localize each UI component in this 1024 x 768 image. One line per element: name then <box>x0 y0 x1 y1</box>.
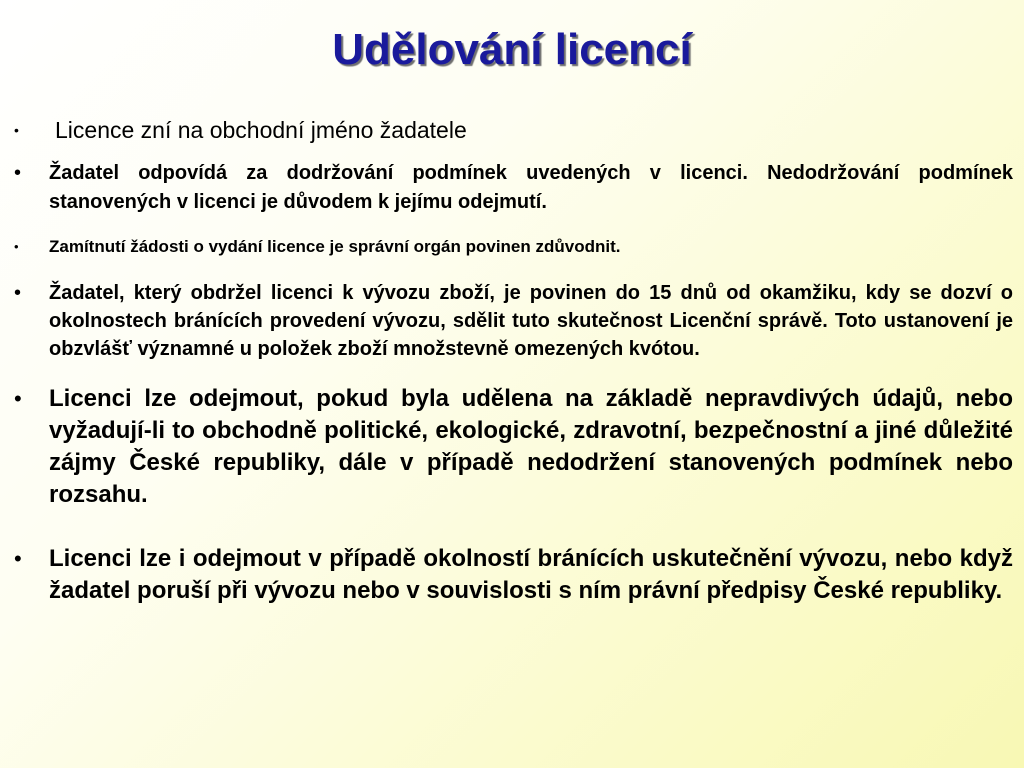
bullet-item <box>14 383 1013 511</box>
bullet-dot-icon: • <box>14 546 22 571</box>
bullet-list <box>14 113 1013 607</box>
bullet-text: Žadatel odpovídá za dodržování podmínek uvedených v licenci. Nedodržování podmínek stanovených v licenci je důvodem k jejímu odejmutí. <box>49 162 1013 213</box>
bullet-dot-icon: • <box>14 239 19 254</box>
bullet-dot-icon: • <box>14 122 19 138</box>
slide-title: Udělování licencí <box>332 25 692 74</box>
bullet-item <box>14 543 1013 607</box>
bullet-item <box>14 159 1013 217</box>
bullet-item <box>14 113 1013 147</box>
bullet-text: Zamítnutí žádosti o vydání licence je správní orgán povinen zdůvodnit. <box>49 237 621 256</box>
bullet-dot-icon: • <box>14 282 22 304</box>
bullet-text: Žadatel, který obdržel licenci k vývozu zboží, je povinen do 15 dnů od okamžiku, kdy se dozví o okolnostech bránících provedení vývozu, sdělit tuto skutečnost Licenční správě. Toto ustanovení je obzvlášť významné u položek zboží množstevně omezených kvótou. <box>49 282 1013 360</box>
bullet-text: Licenci lze i odejmout v případě okolností bránících uskutečnění vývozu, nebo když žadatel poruší při vývozu nebo v souvislosti s ním právní předpisy České republiky. <box>49 545 1013 604</box>
bullet-item <box>14 234 1013 260</box>
bullet-item <box>14 279 1013 363</box>
bullet-dot-icon: • <box>14 386 22 411</box>
bullet-text: Licenci lze odejmout, pokud byla udělena na základě nepravdivých údajů, nebo vyžadují-li to obchodně politické, ekologické, zdravotní, bezpečnostní a jiné důležité zájmy České republiky, dále v případě nedodržení stanovených podmínek nebo rozsahu. <box>49 385 1013 508</box>
bullet-dot-icon: • <box>14 162 22 184</box>
bullet-text: Licence zní na obchodní jméno žadatele <box>55 117 467 143</box>
